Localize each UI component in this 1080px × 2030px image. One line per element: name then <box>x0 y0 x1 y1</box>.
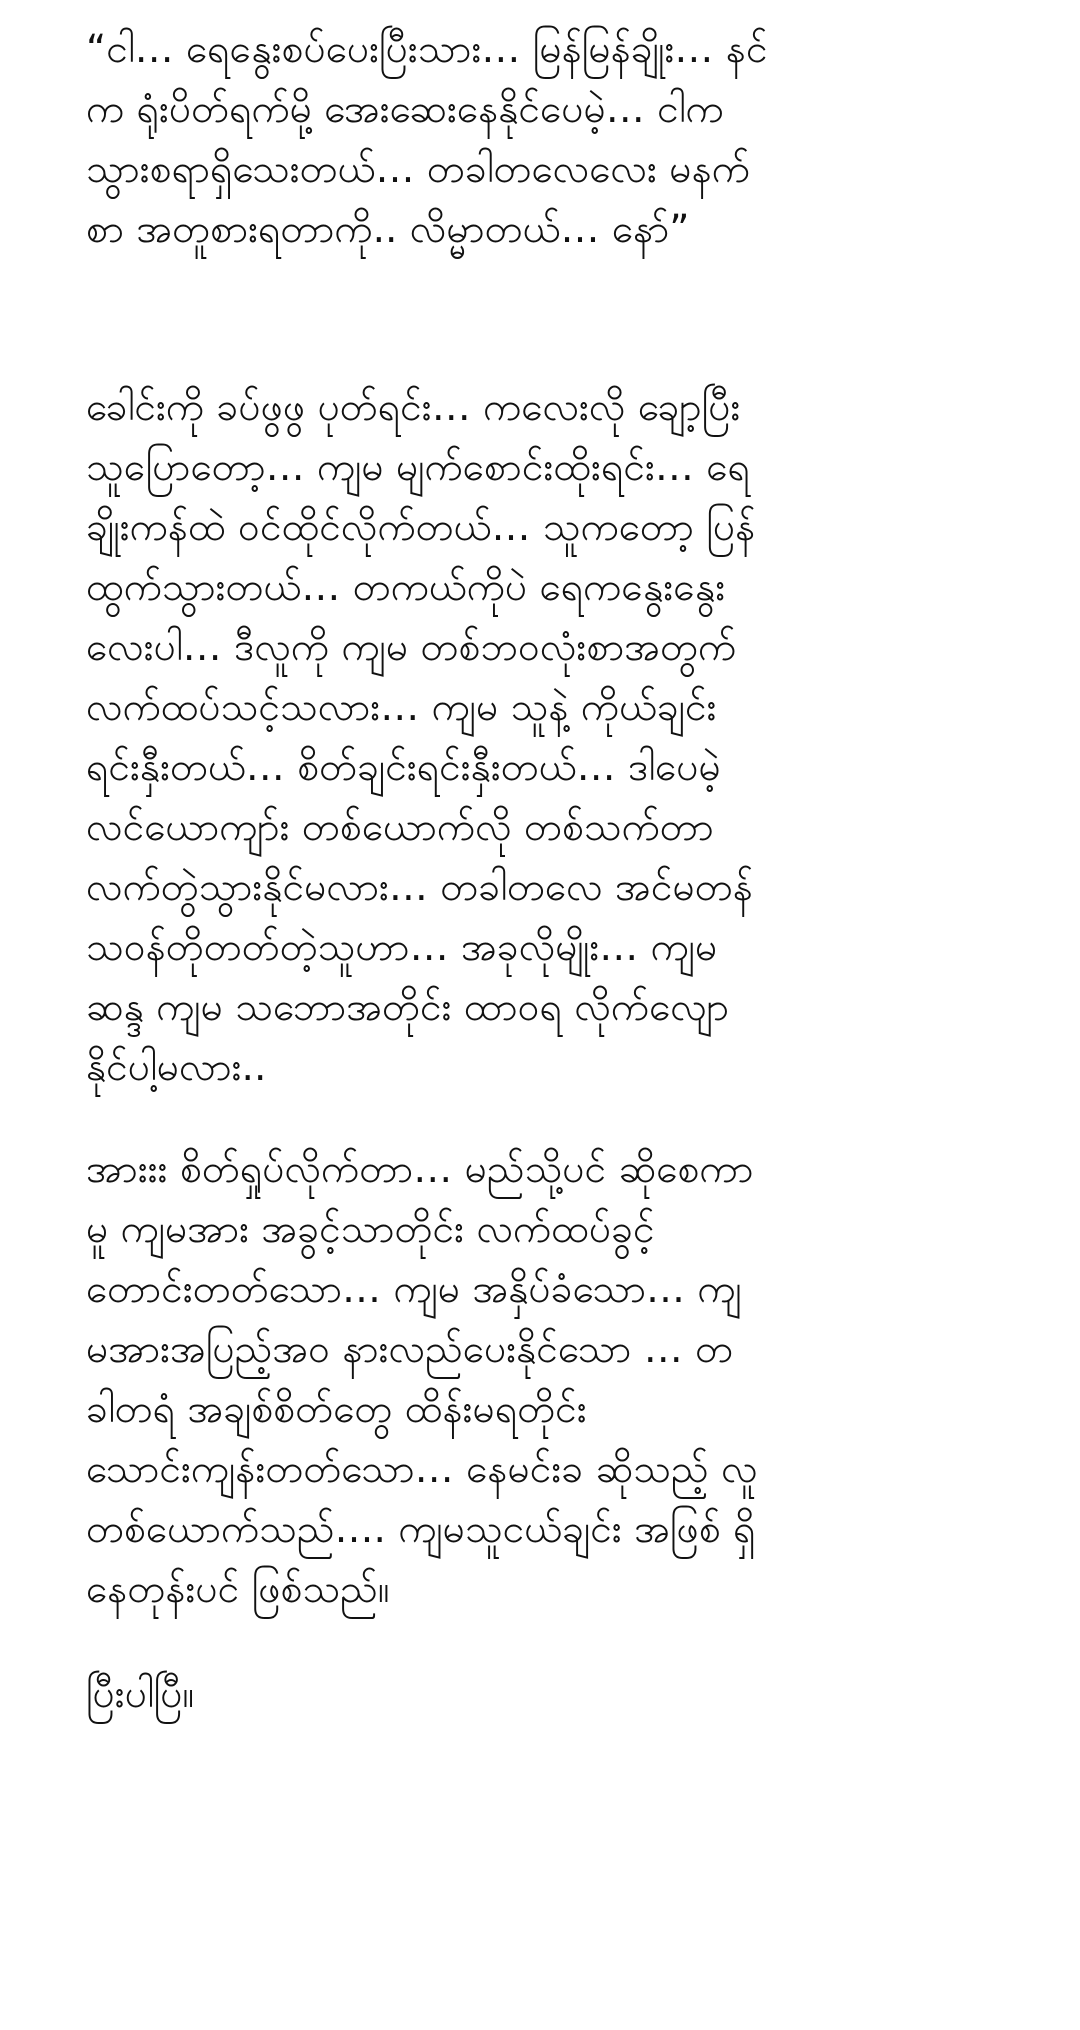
story-paragraph-1: “ငါ… ရေနွေးစပ်ပေးပြီးသား… မြန်မြန်ချိုး… နင် က ရုံးပိတ်ရက်မို့ အေးဆေးနေနိုင်ပေမဲ့… ငါက သွားစရာရှိသေးတယ်… တခါတလေလေး မနက် စာ အတူစားရတာကို.. လိမ္မာတယ်… နော်” <box>86 27 768 252</box>
story-paragraph-2: ခေါင်းကို ခပ်ဖွဖွ ပုတ်ရင်း… ကလေးလို ချော့ပြီး သူပြောတော့… ကျမ မျက်စောင်းထိုးရင်း… ရေ ချိုးကန်ထဲ ဝင်ထိုင်လိုက်တယ်… သူကတော့ ပြန် ထွက်သွားတယ်… တကယ်ကိုပဲ ရေကနွေးနွေး လေးပါ… ဒီလူကို ကျမ တစ်ဘဝလုံးစာအတွက် လက်ထပ်သင့်သလား… ကျမ သူနဲ့ ကိုယ်ချင်း ရင်းနှီးတယ်… စိတ်ချင်းရင်းနှီးတယ်… ဒါပေမဲ့ လင်ယောကျာ်း တစ်ယောက်လို တစ်သက်တာ လက်တွဲသွားနိုင်မလား… တခါတလေ အင်မတန် သဝန်တိုတတ်တဲ့သူဟာ… အခုလိုမျိုး… ကျမ ဆန္ဒ ကျမ သဘောအတိုင်း ထာဝရ လိုက်လျော နိုင်ပါ့မလား.. <box>86 385 756 1090</box>
story-paragraph-3: အားးး စိတ်ရှုပ်လိုက်တာ… မည်သို့ပင် ဆိုစေကာ မူ ကျမအား အခွင့်သာတိုင်း လက်ထပ်ခွင့် တောင်းတတ်သော… ကျမ အနှိပ်ခံသော… ကျ မအားအပြည့်အဝ နားလည်ပေးနိုင်သော … တ ခါတရံ အချစ်စိတ်တွေ ထိန်းမရတိုင်း သောင်းကျန်းတတ်သော… နေမင်းခ ဆိုသည့် လူ တစ်ယောက်သည်…. ကျမသူငယ်ချင်း အဖြစ် ရှိ နေတုန်းပင် ဖြစ်သည်။ <box>86 1147 758 1612</box>
story-ending: ပြီးပါပြီ။ <box>86 1672 195 1717</box>
